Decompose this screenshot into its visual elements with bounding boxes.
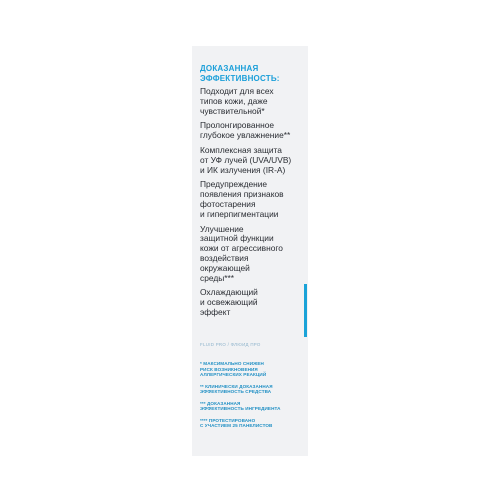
benefit-line: Комплексная защита [200, 144, 282, 155]
benefit-line: и освежающий [200, 297, 258, 308]
packaging-side-panel [192, 46, 308, 456]
benefit-item [200, 180, 306, 219]
footnote-line: С УЧАСТИЕМ 25 ПАНЕЛИСТОВ [200, 423, 273, 428]
benefit-line: и ИК излучения (IR-A) [200, 164, 286, 175]
benefit-line: и гиперпигментации [200, 208, 279, 219]
benefit-line: защитной функции [200, 233, 274, 244]
benefit-line: чувствительной* [200, 105, 265, 116]
benefit-item [200, 121, 306, 141]
benefit-line: кожи от агрессивного [200, 243, 283, 254]
benefit-item [200, 87, 306, 116]
footnote-line: ЭФФЕКТИВНОСТЬ СРЕДСТВА [200, 389, 272, 394]
footnote-line: *** ДОКАЗАННАЯ [200, 400, 241, 406]
benefits-list [200, 87, 306, 323]
benefit-item [200, 225, 306, 284]
benefit-line: Подходит для всех [200, 86, 274, 96]
heading-line-1: ДОКАЗАННАЯ [200, 64, 259, 73]
benefit-line: от УФ лучей (UVA/UVB) [200, 154, 292, 165]
footnote-line: **** ПРОТЕСТИРОВАНО [200, 417, 256, 423]
benefit-line: воздействия [200, 252, 249, 263]
accent-bar [304, 284, 307, 337]
benefit-line: окружающей [200, 262, 250, 273]
benefit-line: глубокое увлажнение** [200, 130, 291, 141]
benefit-line: Охлаждающий [200, 287, 258, 298]
benefit-line: типов кожи, даже [200, 95, 268, 106]
footnote-line: АЛЛЕРГИЧЕСКИХ РЕАКЦИЙ [200, 372, 267, 377]
benefit-line: среды*** [200, 272, 235, 283]
benefit-line: Пролонгированное [200, 120, 275, 131]
footnote-line: ЭФФЕКТИВНОСТЬ ИНГРЕДИЕНТА [200, 406, 281, 411]
footnote-item [200, 384, 306, 395]
footnotes-list [200, 361, 306, 435]
proven-efficacy-heading [200, 64, 304, 84]
benefit-line: появления признаков [200, 189, 284, 200]
benefit-line: фотостарения [200, 198, 256, 209]
benefit-line: эффект [200, 306, 231, 317]
benefit-item [200, 288, 306, 317]
benefit-line: Предупреждение [200, 179, 268, 190]
footnote-item [200, 401, 306, 412]
footnote-line: * МАКСИМАЛЬНО СНИЖЕН [200, 361, 264, 366]
footnote-line: ** КЛИНИЧЕСКИ ДОКАЗАННАЯ [200, 383, 273, 389]
benefit-line: Улучшение [200, 223, 244, 234]
footnote-line: РИСК ВОЗНИКНОВЕНИЯ [200, 366, 258, 372]
product-label: FLUID PRO / ФЛЮИД ПРО [200, 342, 261, 347]
heading-line-2: ЭФФЕКТИВНОСТЬ: [200, 74, 280, 83]
footnote-item [200, 418, 306, 429]
footnote-item [200, 361, 306, 378]
benefit-item [200, 146, 306, 175]
